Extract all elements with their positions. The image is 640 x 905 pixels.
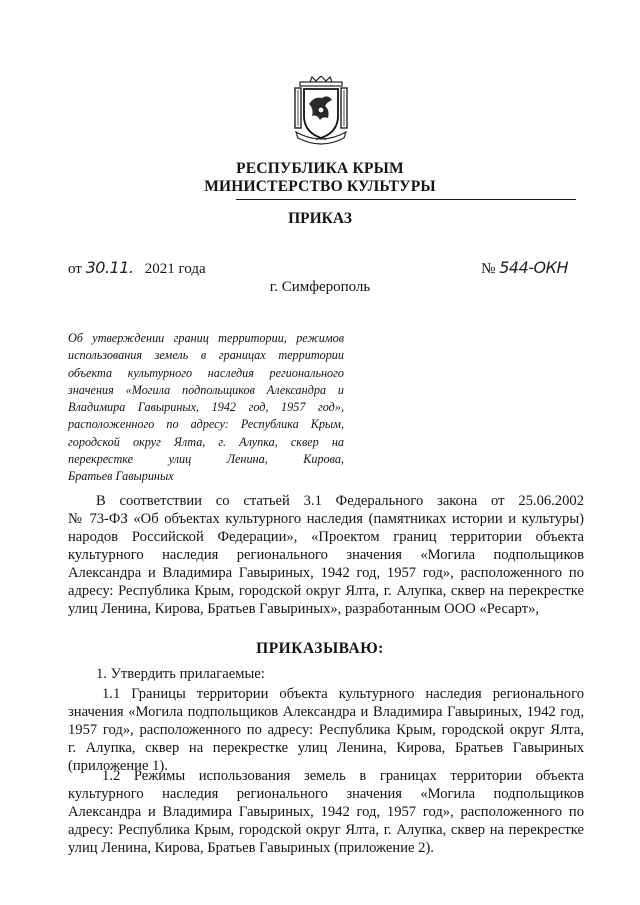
item-line: 1.1 Границы территории объекта культурного наследия регионального [102, 686, 584, 702]
subject-line: Братьев Гавыриных [68, 469, 174, 484]
item-line: 1957 год», расположенного по адресу: Республика Крым, городской округ Ялта, [68, 722, 584, 738]
issue-city: г. Симферополь [269, 279, 371, 295]
ministry-name: МИНИСТЕРСТВО КУЛЬТУРЫ [204, 178, 436, 195]
header-divider [236, 199, 576, 200]
item-line: культурного наследия регионального значения «Могила подпольщиков [68, 786, 584, 802]
item-1-2 [68, 767, 584, 857]
item-line: (приложение 1). [68, 758, 168, 774]
crimea-coat-of-arms-icon [292, 76, 350, 146]
preamble-line: В соответствии со статьей 3.1 Федерального закона от 25.06.2002 [96, 493, 584, 509]
subject-line: использования земель в границах территории [68, 348, 344, 363]
item-line: 1.2 Режимы использования земель в границах территории объекта [102, 768, 584, 784]
preamble-line: улиц Ленина, Кирова, Братьев Гавыриных», разработанным ООО «Ресарт», [68, 601, 540, 617]
order-subject [68, 330, 344, 486]
preamble-line: адресу: Республика Крым, городской округ Ялта, г. Алупка, сквер на перекрестке [68, 583, 584, 599]
subject-line: Об утверждении границ территории, режимов [68, 331, 344, 345]
item-line: улиц Ленина, Кирова, Братьев Гавыриных (приложение 2). [68, 840, 434, 856]
handwritten-date: 30.11. [85, 258, 134, 277]
subject-line: Владимира Гавыриных, 1942 год, 1957 год», [68, 400, 344, 415]
number-prefix: № [481, 261, 496, 277]
subject-line: городской округ Ялта, г. Алупка, сквер на [68, 434, 344, 449]
preamble-paragraph [68, 492, 584, 618]
date-prefix: от [68, 261, 82, 277]
date-year: 2021 года [144, 261, 206, 277]
subject-line: перекрестке улиц Ленина, Кирова, [68, 452, 344, 467]
document-type: ПРИКАЗ [288, 210, 352, 227]
subject-line: расположенного по адресу: Республика Крым, [68, 417, 344, 432]
subject-line: объекта культурного наследия регионального [68, 365, 344, 380]
item-line: г. Алупка, сквер на перекрестке улиц Ленина, Кирова, Братьев Гавыриных [68, 740, 584, 756]
republic-name: РЕСПУБЛИКА КРЫМ [236, 160, 404, 177]
preamble-line: Александра и Владимира Гавыриных, 1942 год, 1957 год», расположенного по [68, 565, 584, 581]
order-number [481, 258, 568, 278]
item-line: 1. Утвердить прилагаемые: [96, 666, 265, 682]
order-directive-heading: ПРИКАЗЫВАЮ: [256, 640, 384, 657]
order-date [68, 258, 206, 278]
item-line: Александра и Владимира Гавыриных, 1942 год, 1957 год», расположенного по [68, 804, 584, 820]
handwritten-number: 544-ОКН [499, 258, 568, 277]
preamble-line: № 73-ФЗ «Об объектах культурного наследия (памятниках истории и культуры) [68, 511, 584, 527]
item-line: значения «Могила подпольщиков Александра и Владимира Гавыриных, 1942 год, [68, 704, 584, 720]
preamble-line: народов Российской Федерации», «Проектом границ территории объекта [68, 529, 584, 545]
subject-line: значения «Могила подпольщиков Александра и [68, 382, 344, 397]
item-1 [68, 665, 584, 683]
item-line: адресу: Республика Крым, городской округ Ялта, г. Алупка, сквер на перекрестке [68, 822, 584, 838]
item-1-1 [68, 685, 584, 775]
preamble-line: культурного наследия регионального значения «Могила подпольщиков [68, 547, 584, 563]
